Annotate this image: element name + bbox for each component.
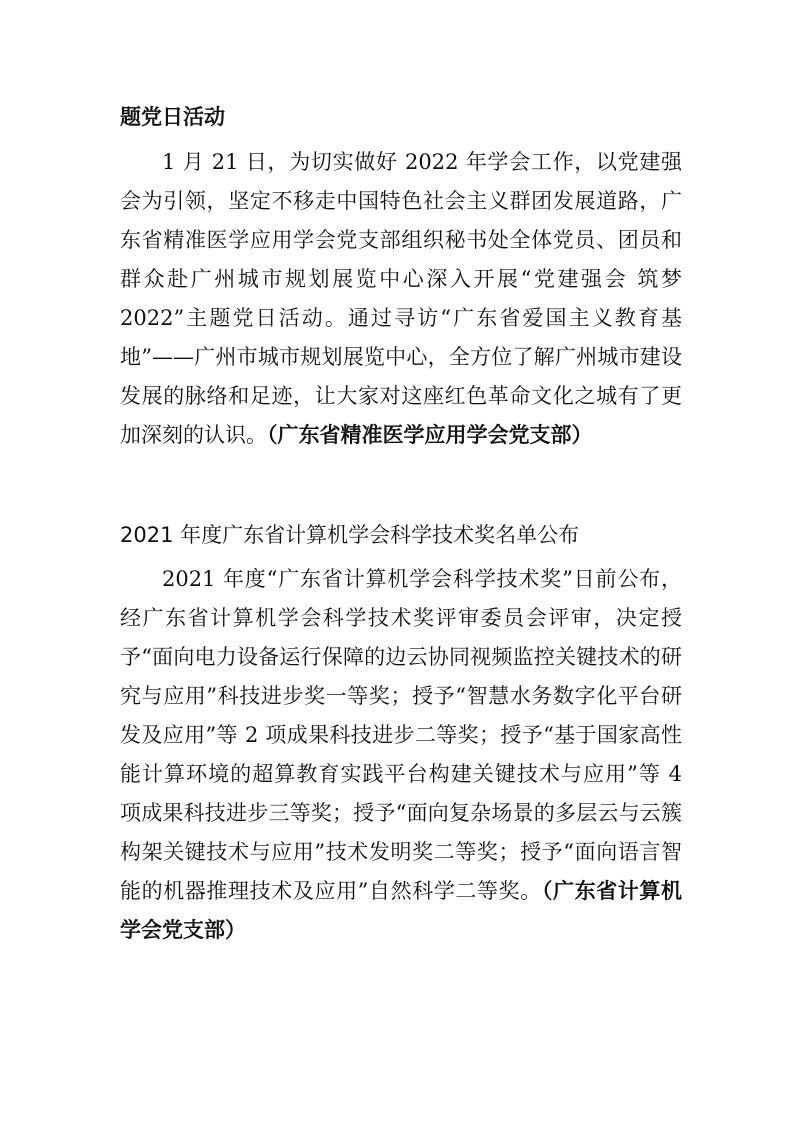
section1-paragraph bbox=[120, 143, 682, 455]
section1-body: 1 月 21 日，为切实做好 2022 年学会工作，以党建强会为引领，坚定不移走中国特色社会主义群团发展道路，广东省精准医学应用学会党支部组织秘书处全体党员、团员和群众赴广州城市规划展览中心深入开展“党建强会 筑梦 2022”主题党日活动。通过寻访“广东省爱国主义教育基地”——广州市城市规划展览中心，全方位了解广州城市建设发展的脉络和足迹，让大家对这座红色革命文化之城有了更加深刻的认识。 bbox=[120, 150, 682, 447]
section1-source: （广东省精准医学应用学会党支部） bbox=[267, 423, 593, 447]
section1-heading: 题党日活动 bbox=[120, 105, 225, 129]
section2-source: （广东省计算机学会党支部） bbox=[120, 879, 683, 942]
section2-paragraph bbox=[120, 560, 682, 950]
section2-body: 2021 年度“广东省计算机学会科学技术奖”日前公布，经广东省计算机学会科学技术奖评审委员会评审，决定授予“面向电力设备运行保障的边云协同视频监控关键技术的研究与应用”科技进步奖一等奖；授予“智慧水务数字化平台研发及应用”等 2 项成果科技进步二等奖；授予“基于国家高性能计算环境的超算教育实践平台构建关键技术与应用”等 4 项成果科技进步三等奖；授予“面向复杂场景的多层云与云簇构架关键技术与应用”技术发明奖二等奖；授予“面向语言智能的机器推理技术及应用”自然科学二等奖。 bbox=[120, 567, 682, 903]
section2-heading: 2021 年度广东省计算机学会科学技术奖名单公布 bbox=[120, 523, 580, 547]
